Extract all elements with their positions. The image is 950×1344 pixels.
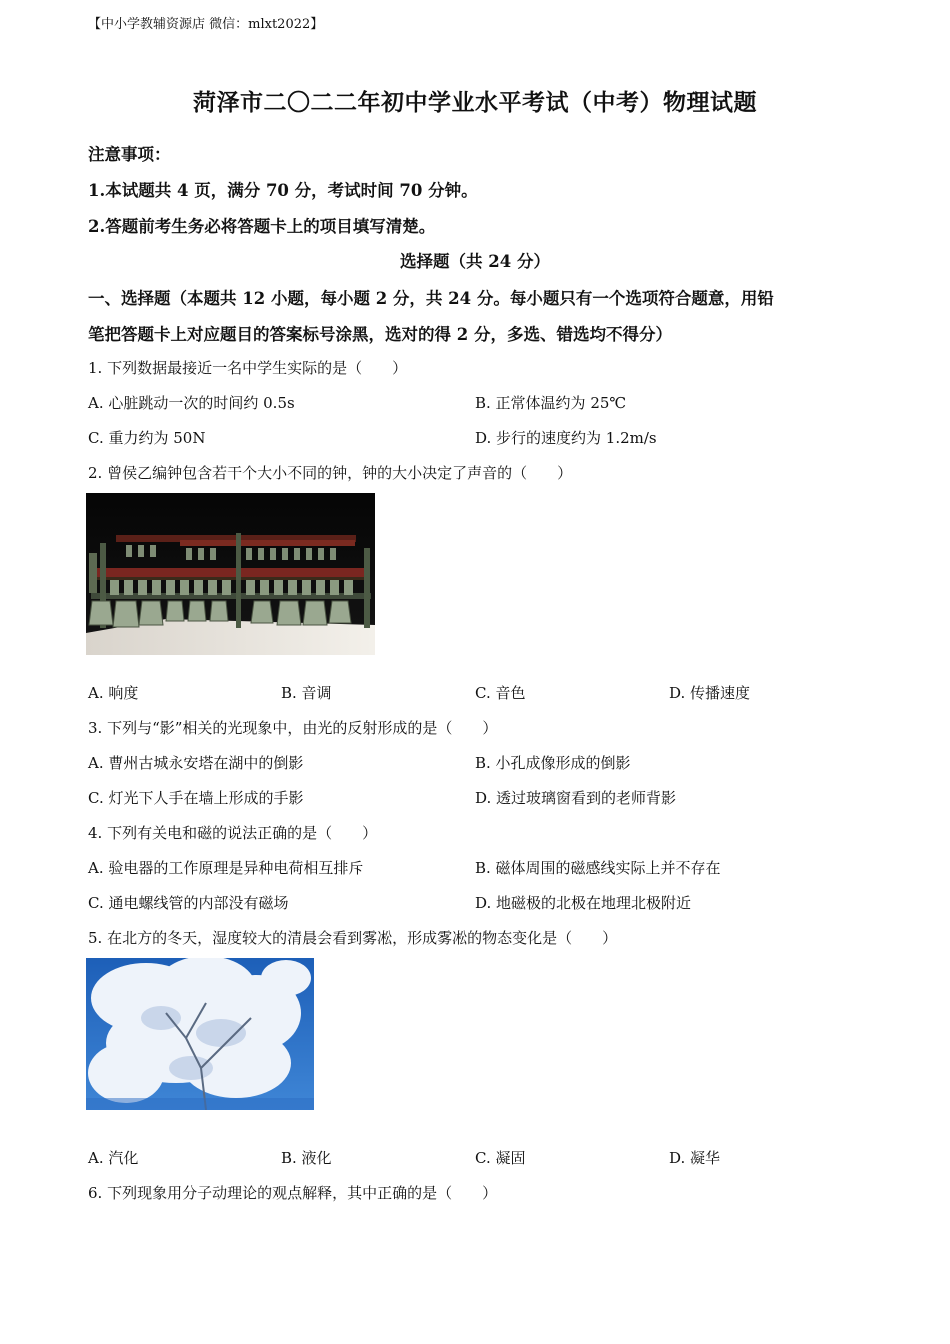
question-3-option-a: A. 曹州古城永安塔在湖中的倒影 xyxy=(88,754,304,772)
notice-heading: 注意事项： xyxy=(88,145,171,164)
question-2-option-b: B. 音调 xyxy=(281,684,332,702)
question-4-option-d: D. 地磁极的北极在地理北极附近 xyxy=(475,894,692,912)
question-2-option-c: C. 音色 xyxy=(475,684,526,702)
question-1-option-a: A. 心脏跳动一次的时间约 0.5s xyxy=(88,394,295,412)
question-2-stem: 2. 曾侯乙编钟包含若干个大小不同的钟，钟的大小决定了声音的（ ） xyxy=(88,464,573,482)
question-5-stem: 5. 在北方的冬天，湿度较大的清晨会看到雾凇，形成雾凇的物态变化是（ ） xyxy=(88,929,618,947)
question-2-option-a: A. 响度 xyxy=(88,684,139,702)
notice-item-2: 2.答题前考生务必将答题卡上的项目填写清楚。 xyxy=(88,217,436,236)
question-5-option-d: D. 凝华 xyxy=(669,1149,721,1167)
question-4-stem: 4. 下列有关电和磁的说法正确的是（ ） xyxy=(88,824,378,842)
question-4-option-a: A. 验电器的工作原理是异种电荷相互排斥 xyxy=(88,859,364,877)
question-5-option-c: C. 凝固 xyxy=(475,1149,526,1167)
exam-title: 菏泽市二〇二二年初中学业水平考试（中考）物理试题 xyxy=(193,89,757,116)
question-6-stem: 6. 下列现象用分子动理论的观点解释，其中正确的是（ ） xyxy=(88,1184,498,1202)
question-3-option-b: B. 小孔成像形成的倒影 xyxy=(475,754,631,772)
bronze-chime-bells-photo xyxy=(86,493,375,655)
question-4-option-c: C. 通电螺线管的内部没有磁场 xyxy=(88,894,289,912)
section-instruction-line2: 笔把答题卡上对应题目的答案标号涂黑，选对的得 2 分，多选、错选均不得分） xyxy=(88,325,672,344)
question-3-stem: 3. 下列与“影”相关的光现象中，由光的反射形成的是（ ） xyxy=(88,719,498,737)
question-1-option-d: D. 步行的速度约为 1.2m/s xyxy=(475,429,657,447)
question-2-option-d: D. 传播速度 xyxy=(669,684,751,702)
watermark-text: 【中小学教辅资源店 微信：mlxt2022】 xyxy=(88,17,324,32)
question-4-option-b: B. 磁体周围的磁感线实际上并不存在 xyxy=(475,859,721,877)
notice-item-1: 1.本试题共 4 页，满分 70 分，考试时间 70 分钟。 xyxy=(88,181,478,200)
question-1-option-b: B. 正常体温约为 25℃ xyxy=(475,394,627,412)
section-title: 选择题（共 24 分） xyxy=(400,252,550,271)
question-5-option-b: B. 液化 xyxy=(281,1149,332,1167)
question-3-option-c: C. 灯光下人手在墙上形成的手影 xyxy=(88,789,304,807)
question-1-stem: 1. 下列数据最接近一名中学生实际的是（ ） xyxy=(88,359,408,377)
question-1-option-c: C. 重力约为 50N xyxy=(88,429,206,447)
frosted-tree-rime-photo xyxy=(86,958,314,1110)
question-5-option-a: A. 汽化 xyxy=(88,1149,139,1167)
section-instruction-line1: 一、选择题（本题共 12 小题，每小题 2 分，共 24 分。每小题只有一个选项符合题意，用铅 xyxy=(88,289,774,308)
question-3-option-d: D. 透过玻璃窗看到的老师背影 xyxy=(475,789,677,807)
